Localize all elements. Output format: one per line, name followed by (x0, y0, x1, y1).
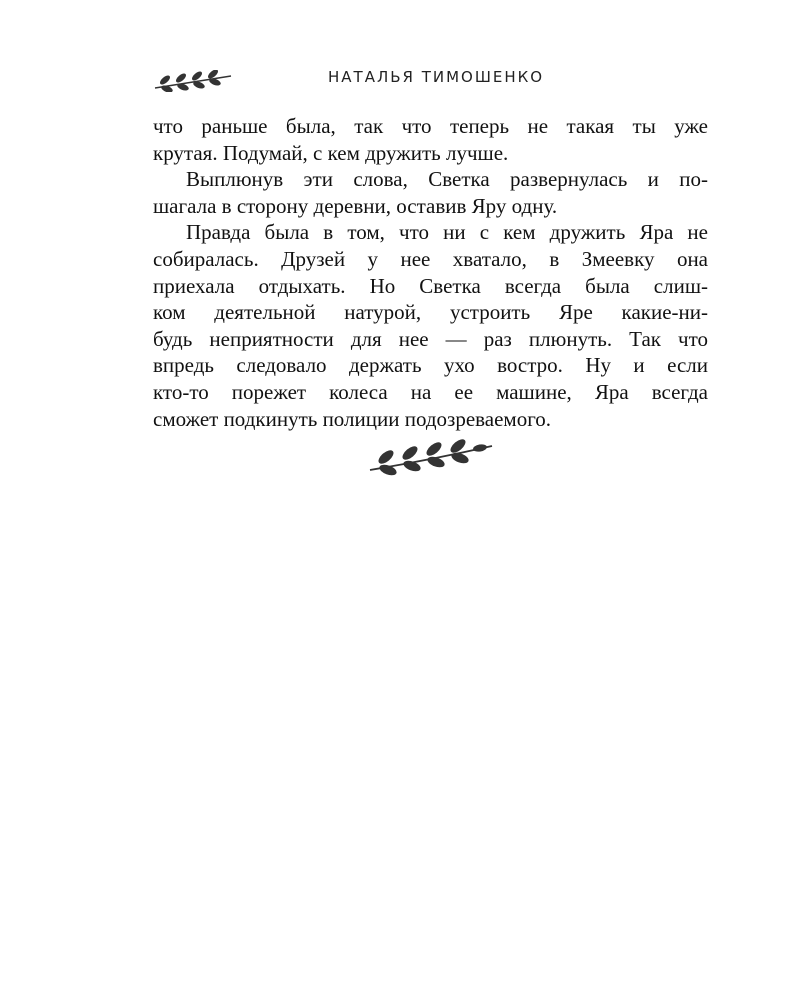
text-line: Выплюнув эти слова, Светка развернулась и по- (186, 167, 708, 192)
text-line: кто-то порежет колеса на ее машине, Яра всегда (153, 379, 708, 404)
running-header (153, 66, 708, 94)
text-line: ком деятельной натурой, устроить Яре какие-ни- (153, 300, 708, 325)
laurel-branch-icon (153, 70, 233, 92)
text-line: впредь следовало держать ухо востро. Ну и если (153, 353, 708, 378)
text-line: что раньше была, так что теперь не такая ты уже (153, 114, 708, 138)
text-line: будь неприятности для нее — раз плюнуть. Так что (153, 326, 708, 351)
laurel-branch-icon (368, 438, 496, 476)
text-line: собиралась. Друзей у нее хватало, в Змеевку она (153, 246, 708, 271)
text-line: приехала отдыхать. Но Светка всегда была слиш- (153, 273, 708, 298)
body-text (153, 113, 708, 432)
text-line: шагала в сторону деревни, оставив Яру одну. (153, 193, 558, 218)
header-author-name: НАТАЛЬЯ ТИМОШЕНКО (328, 68, 545, 86)
text-line: крутая. Подумай, с кем дружить лучше. (153, 140, 509, 165)
text-line: сможет подкинуть полиции подозреваемого. (153, 406, 552, 431)
text-line: Правда была в том, что ни с кем дружить Яра не (186, 220, 708, 245)
